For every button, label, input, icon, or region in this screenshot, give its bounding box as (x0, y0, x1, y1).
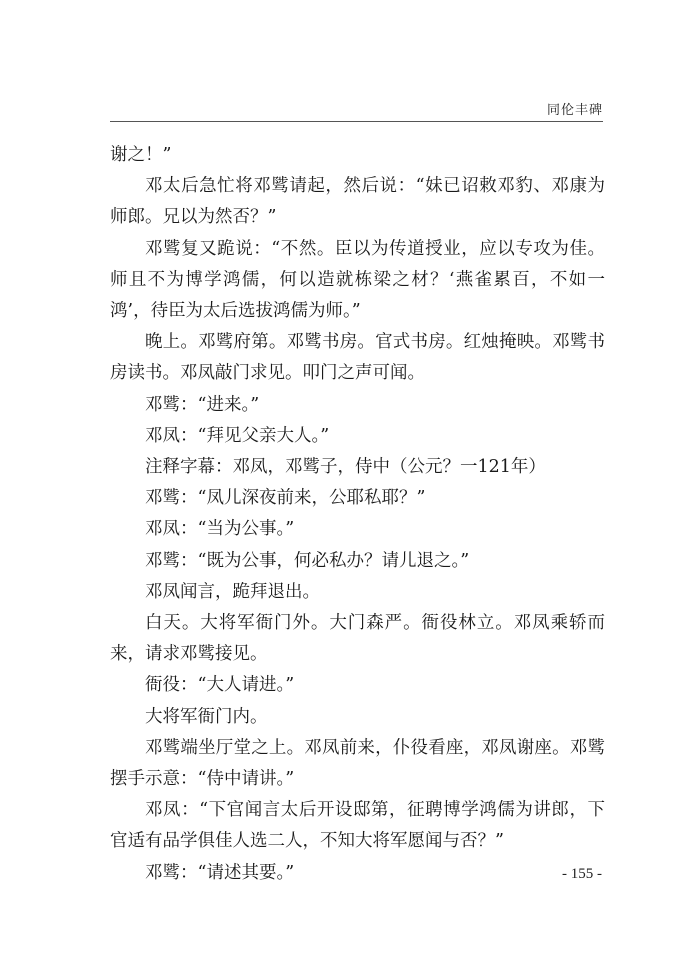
paragraph: 邓凤：“下官闻言太后开设邸第，征聘博学鸿儒为讲郎，下官适有品学俱佳人选二人，不知大将军愿闻与否？” (110, 800, 605, 852)
paragraph: 邓太后急忙将邓骘请起，然后说：“妹已诏敕邓豹、邓康为师郎。兄以为然否？” (110, 176, 605, 228)
paragraph: 邓骘：“请述其要。” (145, 862, 295, 883)
running-header (110, 99, 603, 122)
paragraph: 衙役：“大人请进。” (145, 675, 295, 696)
paragraph: 邓凤：“当为公事。” (145, 519, 295, 540)
paragraph: 注释字幕：邓凤，邓骘子，侍中（公元？一121年） (145, 457, 546, 478)
paragraph: 邓凤闻言，跪拜退出。 (145, 581, 320, 602)
paragraph: 邓骘：“既为公事，何必私办？请儿退之。” (145, 550, 470, 571)
paragraph: 邓凤：“拜见父亲大人。” (145, 425, 330, 446)
paragraph: 晚上。邓骘府第。邓骘书房。官式书房。红烛掩映。邓骘书房读书。邓凤敲门求见。叩门之声可闻。 (110, 332, 605, 384)
paragraph: 白天。大将军衙门外。大门森严。衙役林立。邓凤乘轿而来，请求邓骘接见。 (110, 613, 605, 665)
paragraph: 谢之！” (110, 145, 172, 165)
paragraph: 邓骘：“凤儿深夜前来，公耶私耶？” (145, 488, 426, 509)
page-number: - 155 - (562, 866, 602, 882)
paragraph: 大将军衙门内。 (145, 706, 268, 727)
paragraph: 邓骘复又跪说：“不然。臣以为传道授业，应以专攻为佳。师且不为博学鸿儒，何以造就栋梁之材？‘燕雀累百，不如一鸿’，待臣为太后选拔鸿儒为师。” (110, 238, 605, 322)
running-head-title: 同伦丰碑 (546, 103, 603, 118)
paragraph: 邓骘：“进来。” (145, 394, 260, 415)
page-body-text (110, 140, 605, 889)
paragraph: 邓骘端坐厅堂之上。邓凤前来，仆役看座，邓凤谢座。邓骘摆手示意：“侍中请讲。” (110, 737, 605, 790)
